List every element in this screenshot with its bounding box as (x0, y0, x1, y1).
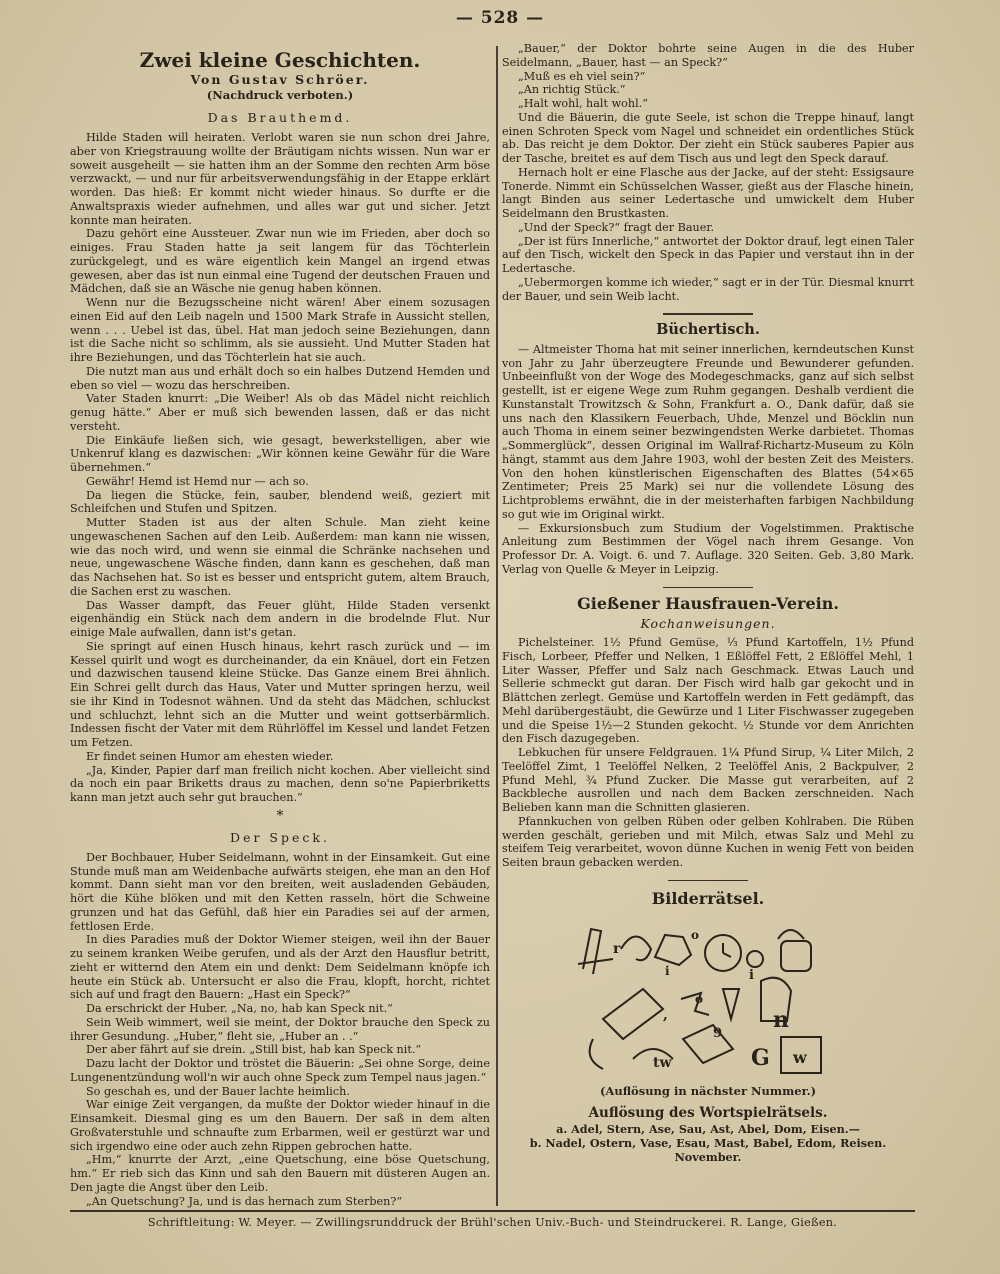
kochanweisungen-title: Kochanweisungen. (640, 616, 776, 631)
paragraph: „An Quetschung? Ja, und is das hernach zum Sterben?“ (86, 1194, 403, 1208)
footer-rule (70, 1210, 915, 1212)
paragraph: „Uebermorgen komme ich wieder,“ sagt er in der Tür. Diesmal knurrt der Bauer, und sein Weib lacht. (502, 275, 915, 303)
section-rule (663, 587, 753, 589)
column-divider (496, 46, 498, 1206)
section-rule (663, 313, 753, 315)
paragraph: „Ja, Kinder, Papier darf man freilich nicht kochen. Aber vielleicht sind da noch ein paar Briketts draus zu machen, denn so'ne Papierbriketts kann man jetzt auch sehr gut brauchen.“ (70, 763, 490, 804)
svg-text:9: 9 (713, 1026, 723, 1042)
solution-line: a. Adel, Stern, Ase, Sau, Ast, Abel, Dom, Eisen.— (556, 1122, 860, 1136)
solution-title: Auflösung des Wortspielrätsels. (588, 1105, 828, 1121)
paragraph: „An richtig Stück.“ (518, 83, 626, 97)
svg-text:,: , (663, 1007, 668, 1024)
paragraph: Mutter Staden ist aus der alten Schule. Man zieht keine ungewaschenen Sachen auf den Leib. Außerdem: man kann nie wissen, wie das noch wird, und wenn sie einmal die Schränke nachsehen und neue, ungewaschene Wäsche finden, dann kann es geschehen, daß man das Nachsehen hat. So ist es besser und entspricht gutem, altem Brauch, die Sachen erst zu waschen. (70, 516, 490, 598)
article-author: Von Gustav Schröer. (190, 72, 370, 87)
story1-body (70, 131, 490, 805)
paragraph: Wenn nur die Bezugsscheine nicht wären! Aber einem sozusagen einen Eid auf den Leib nageln und 1500 Mark Strafe in Aussicht stellen, wenn . . . Uebel ist das, übel. Hat man jedoch seine Beziehungen, dann ist die Sache nicht so schlimm, als sie aussieht. Und Mutter Staden hat ihre Beziehungen, und das Töchterlein hat sie auch. (70, 296, 490, 364)
recipe: Lebkuchen für unsere Feldgrauen. 1¼ Pfund Sirup, ¼ Liter Milch, 2 Teelöffel Zimt, 1 Teelöffel Nelken, 2 Teelöffel Anis, 2 Backpulver, 2 Pfund Mehl, ¾ Pfund Zucker. Die Masse gut verarbeiten, auf 2 Backbleche ausrollen und nach dem Backen zerschneiden. Nach Belieben kann man die Schnitten glasieren. (502, 746, 914, 814)
paragraph: Die nutzt man aus und erhält doch so ein halbes Dutzend Hemden und eben so viel — wozu das herschreiben. (70, 364, 490, 392)
svg-text:tw: tw (653, 1055, 672, 1072)
section-rule (668, 880, 748, 882)
svg-text:i: i (665, 964, 670, 979)
puzzle-figure-2 (621, 937, 651, 961)
imprint-footer: Schriftleitung: W. Meyer. — Zwillingsrunddruck der Brühl'schen Univ.-Buch- und Steindruckerei. R. Lange, Gießen. (147, 1216, 838, 1229)
paragraph: Sie springt auf einen Husch hinaus, kehrt rasch zurück und — im Kessel quirlt und wogt es durcheinander, da ein Knäuel, dort ein Fetzen und dazwischen tausend kleine Stücke. Das Ganze einem Brei ähnlich. Ein Schrei gellt durch das Haus, Vater und Mutter springen herzu, weil sie ihr Kind in Todesnot wähnen. Und da steht das Mädchen, schluckst und schluchzt, lehnt sich an die Mutter und weint gottserbärmlich. Indessen fischt der Vater mit dem Rührlöffel im Kessel und landet Fetzen um Fetzen. (70, 639, 490, 749)
paragraph: Dazu lacht der Doktor und tröstet die Bäuerin: „Sei ohne Sorge, deine Lungenentzündung woll'n wir auch ohne Speck zum Tempel naus jagen.“ (70, 1057, 490, 1084)
paragraph: „Halt wohl, halt wohl.“ (518, 97, 648, 110)
svg-text:n: n (773, 1007, 789, 1034)
svg-text:G: G (751, 1045, 770, 1072)
paragraph: Und die Bäuerin, die gute Seele, ist schon die Treppe hinauf, langt einen Schroten Speck vom Nagel und schneidet ein ordentliches Stück ab. Das reicht je dem Doktor. Der zieht ein Stück sauberes Papier aus der Tasche, breitet es auf dem Tisch aus und legt den Speck darauf. (502, 110, 914, 165)
paragraph: Vater Staden knurrt: „Die Weiber! Als ob das Mädel nicht reichlich genug hätte.“ Aber er muß sich bewenden lassen, daß er das nicht versteht. (70, 392, 490, 433)
solution-line: November. (674, 1150, 742, 1164)
paragraph: „Und der Speck?“ fragt der Bauer. (518, 220, 715, 234)
puzzle-basket (781, 941, 811, 971)
paragraph: — Altmeister Thoma hat mit seiner innerlichen, kerndeutschen Kunst von Jahr zu Jahr überzeugtere Freunde und Bewunderer gefunden. Unbeeinflußt von der Woge des Modegeschmacks, ganz auf sich selbst gestellt, ist er eigene Wege zum Ruhm gegangen. Deshalb verdient die Kunstanstalt Trowitzsch & Sohn, Frankfurt a. O., Dank dafür, daß sie uns nach den Klassikern Feuerbach, Uhde, Menzel und Böcklin nun auch Thoma in einem seiner bezwingendsten Werke darbietet. Thomas „Sommerglück“, dessen Original im Wallraf-Richartz-Museum zu Köln hängt, stammt aus dem Jahre 1903, wohl der besten Zeit des Meisters. Von den hohen künstlerischen Eigenschaften des Blattes (54×65 Zentimeter; Preis 25 Mark) sei nur die vollendete Lösung des Lichtproblems erwähnt, die in der meisterhaften farbigen Nachbildung so gut wie im Original wirkt. (502, 342, 914, 521)
books-body (502, 343, 914, 577)
puzzle-figure-1 (583, 929, 601, 974)
paragraph: War einige Zeit vergangen, da mußte der Doktor wieder hinauf in die Einsamkeit. Diesmal ging es um den Bauern. Der saß in dem alten Großvaterstuhle und schnaufte zum Erbarmen, weil er gestürzt war und sich irgendwo eine oder auch zehn Rippen gebrochen hatte. (70, 1098, 490, 1153)
paragraph: Gewähr! Hemd ist Hemd nur — ach so. (86, 474, 309, 488)
books-title: Büchertisch. (656, 320, 760, 338)
left-column (70, 42, 490, 1208)
puzzle-caption: (Auflösung in nächster Nummer.) (599, 1084, 817, 1099)
story2-title: Der Speck. (230, 829, 330, 845)
paragraph: „Bauer,“ der Doktor bohrte seine Augen in die des Huber Seidelmann, „Bauer, hast — an Speck?“ (502, 42, 914, 69)
svg-text:r: r (613, 941, 621, 958)
paragraph: Der aber fährt auf sie drein. „Still bist, hab kan Speck nit.“ (86, 1043, 422, 1057)
svg-text:i: i (749, 968, 754, 984)
right-column (502, 42, 914, 1164)
section-star: * (276, 807, 284, 824)
paragraph: Der Bochbauer, Huber Seidelmann, wohnt in der Einsamkeit. Gut eine Stunde muß man am Weidenbache aufwärts steigen, ehe man an den Hof kommt. Dann sieht man vor den breiten, weit ausladenden Gebäuden, hört die Kühe blöken und mit den Ketten rasseln, hört die Schweine grunzen und hat das Gefühl, daß hier ein Paradies sei auf der armen, fettlosen Erde. (70, 850, 490, 933)
puzzle-animal (655, 935, 691, 965)
paragraph: Dazu gehört eine Aussteuer. Zwar nun wie im Frieden, aber doch so einiges. Frau Staden hatte ja seit langem für das Töchterlein zurückgelegt, und es wäre eigentlich kein Mangel an irgend etwas gewesen, aber das ist nun einmal eine Tugend der deutschen Frauen und Mädchen, daß sie an Wäsche nie genug haben können. (70, 227, 490, 296)
paragraph: Er findet seinen Humor am ehesten wieder. (86, 749, 334, 763)
paragraph: In dies Paradies muß der Doktor Wiemer steigen, weil ihn der Bauer zu seinem kranken Weibe gerufen, und als der Arzt den Hausflur betritt, zieht er witternd den Atem ein und denkt: Dem Seidelmann knöpfe ich heute ein Stück ab. Untersucht er also die Frau, klopft, horcht, richtet sich auf und fragt den Bauern: „Hast ein Speck?“ (70, 933, 490, 1002)
recipes-body (502, 636, 914, 870)
paragraph: Da liegen die Stücke, fein, sauber, blendend weiß, geziert mit Schleifchen und Stufen und Spitzen. (70, 488, 490, 516)
paragraph: Da erschrickt der Huber. „Na, no, hab kan Speck nit.“ (86, 1002, 393, 1015)
recipe: Pichelsteiner. 1½ Pfund Gemüse, ⅓ Pfund Kartoffeln, 1½ Pfund Fisch, Lorbeer, Pfeffer und Nelken, 1 Eßlöffel Fett, 2 Eßlöffel Mehl, 1 Liter Wasser, Pfeffer und Salz nach Geschmack. Etwas Lauch und Sellerie schmeckt gut daran. Der Fisch wird halb gar gekocht und in Blättchen zerlegt. Gemüse und Kartoffeln werden in Fett gedämpft, das Mehl darübergestäubt, die Gewürze und 1 Liter Fischwasser zugegeben und die Speise 1½—2 Stunden gekocht. ½ Stunde vor dem Anrichten den Fisch dazugegeben. (502, 636, 914, 746)
reprint-note: (Nachdruck verboten.) (206, 88, 354, 102)
story1-title: Das Brauthemd. (207, 110, 353, 125)
hausfrauen-title: Gießener Hausfrauen-Verein. (577, 594, 839, 613)
bilder-title: Bilderrätsel. (651, 889, 765, 909)
svg-text:o: o (691, 928, 700, 943)
paragraph: Die Einkäufe ließen sich, wie gesagt, bewerkstelligen, aber wie Unkenruf klang es dazwischen: „Wir können keine Gewähr für die Ware übernehmen.“ (70, 433, 490, 474)
puzzle-figure-3 (603, 989, 663, 1039)
paragraph: Hilde Staden will heiraten. Verlobt waren sie nun schon drei Jahre, aber von Kriegstrauung wollte der Bräutigam nichts wissen. Nun war er soweit ausgeheilt — sie hatten ihm an der Somme den rechten Arm böse verzwackt, — und nur für arbeitsverwendungsfähig in der Etappe erklärt worden. Das hieß: Er kommt nicht wieder hinaus. So durfte er die Anwaltspraxis wieder aufnehmen, und alles war gut und sicher. Jetzt konnte man heiraten. (70, 131, 490, 227)
story2-body (70, 851, 490, 1209)
recipe: Pfannkuchen von gelben Rüben oder gelben Kohlraben. Die Rüben werden geschält, gerieben und mit Milch, etwas Salz und Mehl zu steifem Teig verarbeitet, wovon dünne Kuchen in wenig Fett von beiden Seiten braun gebacken werden. (502, 814, 914, 869)
page-number: — 528 — (455, 8, 545, 28)
picture-puzzle-image (573, 919, 843, 1081)
paragraph: So geschah es, und der Bauer lachte heimlich. (86, 1084, 350, 1098)
paragraph: — Exkursionsbuch zum Studium der Vogelstimmen. Praktische Anleitung zum Bestimmen der Vögel nach ihrem Gesange. Von Professor Dr. A. Voigt. 6. und 7. Auflage. 320 Seiten. Geb. 3,80 Mark. Verlag von Quelle & Meyer in Leipzig. (502, 521, 914, 576)
article-title: Zwei kleine Geschichten. (139, 48, 421, 72)
story2-continuation (502, 42, 914, 303)
paragraph: Hernach holt er eine Flasche aus der Jacke, auf der steht: Essigsaure Tonerde. Nimmt ein Schüsselchen Wasser, gießt aus der Flasche hinein, langt Binden aus seiner Ledertasche und umwickelt dem Huber Seidelmann den Brustkasten. (502, 165, 914, 220)
paragraph: „Hm,“ knurrte der Arzt, „eine Quetschung, eine böse Quetschung, hm.“ Er rieb sich das Kinn und sah den Bauern mit düsteren Augen an. Den jagte die Angst über den Leib. (70, 1153, 490, 1194)
paragraph: „Der ist fürs Innerliche,“ antwortet der Doktor drauf, legt einen Taler auf den Tisch, wickelt den Speck in das Papier und verstaut ihn in der Ledertasche. (502, 234, 914, 275)
svg-text:w: w (793, 1048, 807, 1068)
paragraph: Das Wasser dampft, das Feuer glüht, Hilde Staden versenkt eigenhändig ein Stück nach dem andern in die brodelnde Flut. Nur einige Male aufwallen, dann ist's getan. (70, 598, 490, 639)
paragraph: Sein Weib wimmert, weil sie meint, der Doktor brauche den Speck zu ihrer Gesundung. „Huber,“ fleht sie, „Huber an . .“ (70, 1015, 490, 1043)
svg-text:o: o (695, 992, 704, 1007)
solution-line: b. Nadel, Ostern, Vase, Esau, Mast, Babel, Edom, Reisen. (529, 1136, 887, 1150)
paragraph: „Muß es eh viel sein?“ (518, 69, 646, 83)
